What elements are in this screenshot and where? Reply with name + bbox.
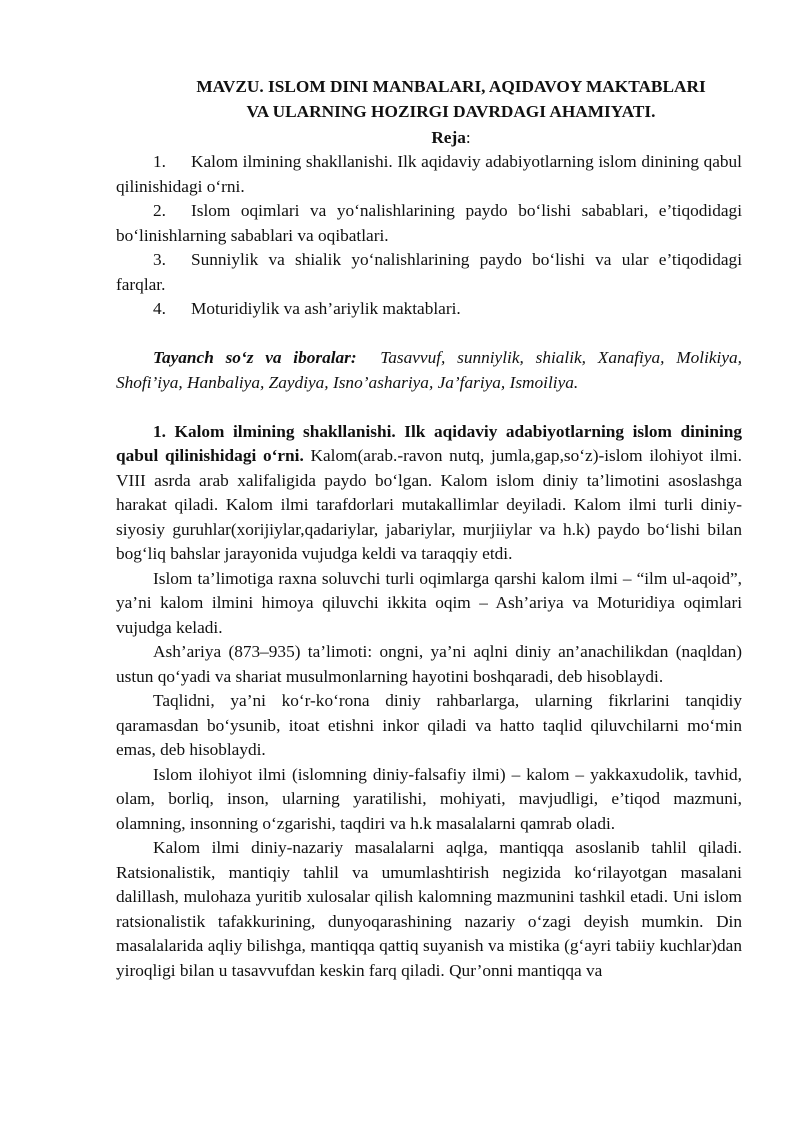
plan-item xyxy=(116,248,742,297)
plan-item-text: Sunniylik va shialik yo‘nalishlarining paydo bo‘lishi va ular e’tiqodidagi farqlar. xyxy=(116,250,742,294)
spacer xyxy=(116,395,742,420)
plan-item-number: 2. xyxy=(153,201,166,220)
document-title xyxy=(116,74,786,124)
plan-item-text: Kalom ilmining shakllanishi. Ilk aqidaviy adabiyotlarning islom dinining qabul qilinishidagi o‘rni. xyxy=(116,152,742,196)
plan-label: Reja xyxy=(431,128,466,147)
title-line-2: VA ULARNING HOZIRGI DAVRDAGI AHAMIYATI. xyxy=(246,102,656,121)
plan-item-number: 3. xyxy=(153,250,166,269)
plan-item-text: Moturidiylik va ash’ariylik maktablari. xyxy=(191,299,461,318)
plan-item xyxy=(116,150,742,199)
plan-item-text: Islom oqimlari va yo‘nalishlarining paydo bo‘lishi sabablari, e’tiqodidagi bo‘linishlarning sabablari va oqibatlari. xyxy=(116,201,742,245)
plan-item xyxy=(116,199,742,248)
document-body xyxy=(116,150,742,983)
body-paragraph: Kalom ilmi diniy-nazariy masalalarni aqlga, mantiqqa asoslanib tahlil qiladi. Ratsionalistik, mantiqiy tahlil va umumlashtirish negizida ko‘rilayotgan masalani dalillash, mulohaza yuritib xulosalar qilish kalomning mazmunini tashkil etadi. Uni islom ratsionalistik tafakkurining, dunyoqarashining nazariy o‘zagi deyish mumkin. Din masalalarida aqliy bilishga, mantiqqa qattiq suyanish va mistika (g‘ayri tabiiy kuchlar)dan yiroqligi bilan u tasavvufdan keskin farq qiladi. Qur’onni mantiqqa va xyxy=(116,838,742,980)
body-paragraph: Islom ilohiyot ilmi (islomning diniy-falsafiy ilmi) – kalom – yakkaxudolik, tavhid, olam, borliq, inson, ularning yaratilishi, mohiyati, mavjudligi, e’tiqod mazmuni, olamning, insonning o‘zgarishi, taqdiri va h.k masalalarni qamrab oladi. xyxy=(116,764,742,833)
plan-item-number: 1. xyxy=(153,152,166,171)
body-paragraph: Taqlidni, ya’ni ko‘r-ko‘rona diniy rahbarlarga, ularning fikrlarini tanqidiy qaramasdan bo‘ysunib, itoat etishni inkor qiladi va hatto taqlid qiluvchilarni mo‘min emas, deb hisoblaydi. xyxy=(116,691,742,759)
section-1-intro xyxy=(116,420,742,567)
section-1-heading: 1. Kalom ilmining shakllanishi. Ilk aqidaviy adabiyotlarning islom dinining qabul qilinishidagi o‘rni. xyxy=(116,421,742,465)
plan-heading xyxy=(116,125,786,150)
body-paragraph: Islom ta’limotiga raxna soluvchi turli oqimlarga qarshi kalom ilmi – “ilm ul-aqoid”, ya’ni kalom ilmini himoya qiluvchi ikkita oqim – Ash’ariya va Moturidiya oqimlari vujudga keladi. xyxy=(116,568,742,637)
body-paragraph: Ash’ariya (873–935) ta’limoti: ongni, ya’ni aqlni diniy an’anachilikdan (naqldan) ustun qo‘yadi va shariat musulmonlarning hayotini boshqaradi, deb hisoblaydi. xyxy=(116,642,742,686)
keywords-text: Tasavvuf, sunniylik, shialik, Xanafiya, Molikiya, Shofi’iya, Hanbaliya, Zaydiya, Isno’ashariya, Ja’fariya, Ismoiliya. xyxy=(116,348,742,392)
keywords-paragraph xyxy=(116,346,742,395)
spacer xyxy=(116,322,742,347)
plan-item-number: 4. xyxy=(153,299,166,318)
plan-item xyxy=(116,297,742,322)
plan-colon: : xyxy=(465,128,471,147)
keywords-label: Tayanch so‘z va iboralar: xyxy=(153,348,357,367)
plan-list xyxy=(116,150,742,322)
title-line-1: MAVZU. ISLOM DINI MANBALARI, AQIDAVOY MAKTABLARI xyxy=(196,77,706,96)
section-1-lead: Kalom(arab.-ravon nutq, jumla,gap,so‘z)-islom ilohiyot ilmi. VIII asrda arab xalifaligida paydo bo‘lgan. Kalom islom diniy ta’limotini asoslashga harakat qiladi. Kalom ilmi tarafdorlari mutakallimlar deyiladi. Kalom ilmi turli diniy-siyosiy guruhlar(xorijiylar,qadariylar, jabariylar, murjiiylar va h.k) paydo bo‘lishi bilan bog‘liq bahslar jarayonida vujudga keldi va taraqqiy etdi. xyxy=(116,446,742,563)
